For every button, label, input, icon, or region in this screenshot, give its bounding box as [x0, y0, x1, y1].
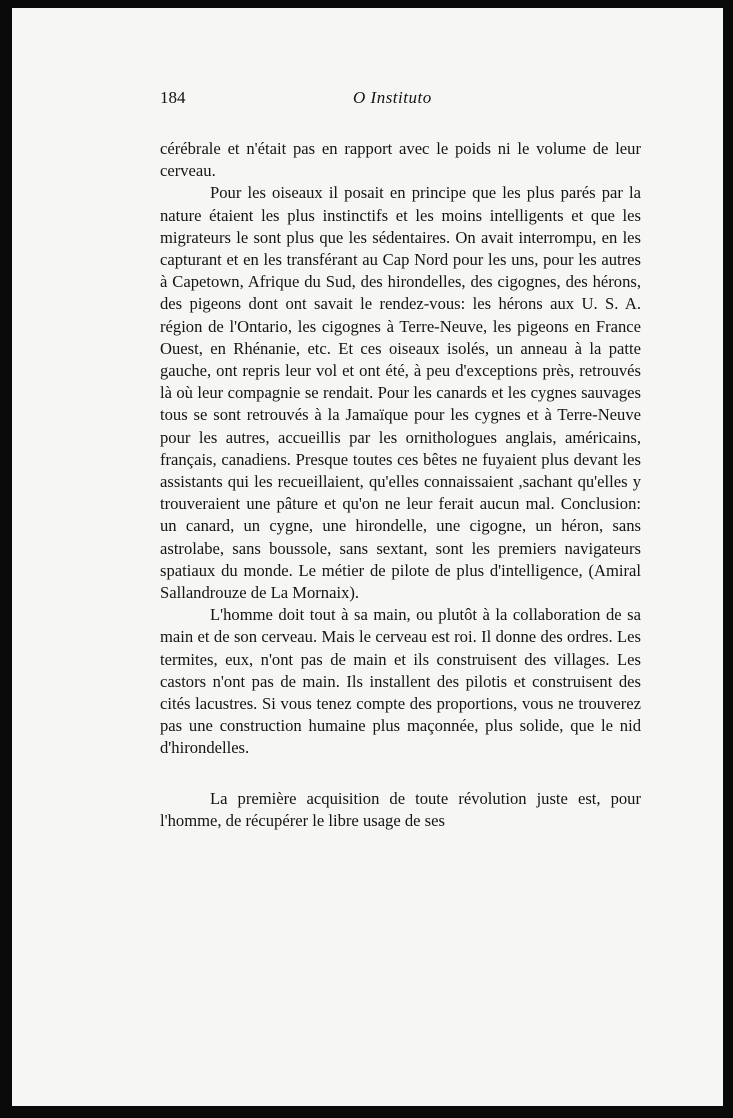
paragraph-revolution: La première acquisition de toute révolution juste est, pour l'homme, de récupérer le libre usage de ses	[160, 788, 641, 830]
paragraph-birds: Pour les oiseaux il posait en principe que les plus parés par la nature étaient les plus instinctifs et les moins intelligents et que les migrateurs le sont plus que les sédentaires. On avait interrompu, en les capturant et en les transférant au Cap Nord pour les uns, pour les autres à Capetown, Afrique du Sud, des hirondelles, des cigognes, des hérons, des pigeons dont ont savait le rendez-vous: les hérons aux U. S. A. région de l'Ontario, les cigognes à Terre-Neuve, les pigeons en France Ouest, en Rhénanie, etc. Et ces oiseaux isolés, un anneau à la patte gauche, ont repris leur vol et ont été, à peu d'exceptions près, retrouvés là où leur compagnie se rendait. Pour les canards et les cygnes sauvages tous se sont retrouvés à la Jamaïque pour les cygnes et à Terre-Neuve pour les autres, accueillis par les ornithologues anglais, américains, français, canadiens. Presque toutes ces bêtes ne fuyaient plus devant les assistants qui les recueillaient, qu'elles connaissaient ,sachant qu'elles y trouveraient une pâture et qu'on ne leur ferait aucun mal. Conclusion: un canard, un cygne, une hirondelle, une cigogne, un héron, sans astrolabe, sans boussole, sans sextant, sont les premiers navigateurs spatiaux du monde. Le métier de pilote de plus d'intelligence, (Amiral Sallandrouze de La Mornaix).	[160, 183, 641, 603]
body-text	[160, 138, 641, 832]
page-number: 184	[160, 88, 186, 107]
page-header	[160, 88, 648, 114]
paragraph-hand-and-brain: L'homme doit tout à sa main, ou plutôt à la collaboration de sa main et de son cerveau. Mais le cerveau est roi. Il donne des ordres. Les termites, eux, n'ont pas de main et ils construisent des villages. Les castors n'ont pas de main. Ils installent des pilotis et construisent des cités lacustres. Si vous tenez compte des proportions, vous ne trouverez pas une construction humaine plus maçonnée, plus solide, que le nid d'hirondelles.	[160, 605, 641, 758]
running-title: O Instituto	[353, 88, 432, 107]
paragraph-continuation: cérébrale et n'était pas en rapport avec le poids ni le volume de leur cerveau.	[160, 139, 641, 181]
book-page	[12, 8, 723, 1106]
